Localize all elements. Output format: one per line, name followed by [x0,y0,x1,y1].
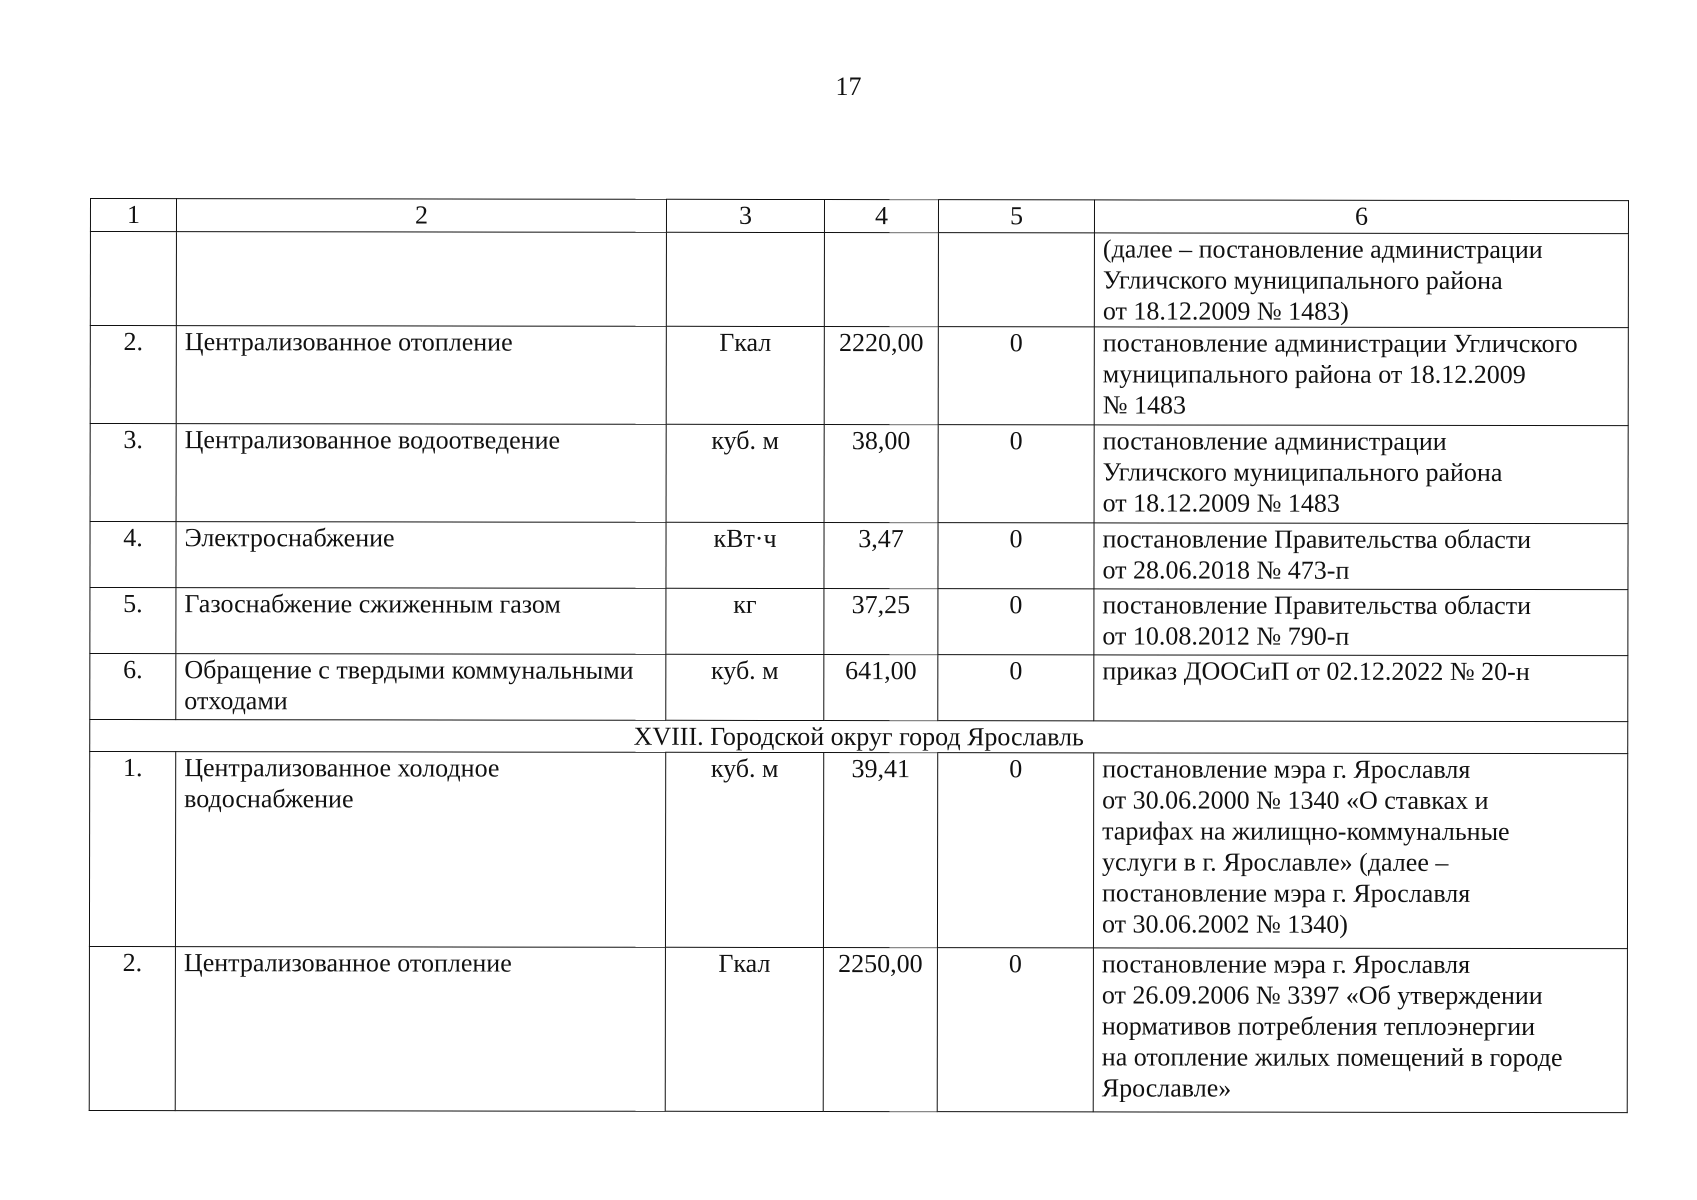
legal-basis: постановление мэра г. Ярославля от 30.06.2000 № 1340 «О ставках и тарифах на жилищно-коммунальные услуги в г. Ярославле» (далее – постановление мэра г. Ярославля от 30.06.2002 № 1340) [1093,753,1627,949]
norm-value: 39,41 [823,753,937,948]
unit-cell: куб. м [666,654,824,720]
table-row [90,326,1628,426]
row-number: 3. [90,424,176,522]
column-header: 5 [938,200,1094,233]
column-header-row [90,199,1628,234]
column-5-value: 0 [938,425,1094,523]
legal-basis: приказ ДООСиП от 02.12.2022 № 20-н [1094,655,1628,722]
unit-cell: куб. м [665,752,823,947]
column-5-value: 0 [938,523,1094,589]
row-number: 4. [90,522,176,588]
table-row [90,654,1628,722]
norm-value: 37,25 [824,589,938,655]
unit-cell: кВт·ч [666,522,824,588]
row-number: 1. [89,752,175,947]
legal-basis: (далее – постановление администрации Угличского муниципального района от 18.12.2009 № 1483) [1094,233,1628,328]
unit-cell [666,232,824,326]
norm-value: 2220,00 [824,327,938,425]
legal-basis: постановление мэра г. Ярославля от 26.09.2006 № 3397 «Об утверждении нормативов потребления теплоэнергии на отопление жилых помещений в городе Ярославле» [1093,948,1627,1113]
service-name: Газоснабжение сжиженным газом [176,588,666,655]
table-row [90,424,1628,524]
row-number [90,232,176,326]
row-number: 2. [89,946,175,1110]
column-5-value: 0 [938,327,1094,425]
column-5-value: 0 [937,753,1093,948]
column-5-value: 0 [938,655,1094,721]
row-number: 2. [90,326,176,424]
service-name: Обращение с твердыми коммунальными отходами [176,654,666,721]
table-row [90,522,1628,590]
norm-value: 38,00 [824,425,938,523]
unit-cell: Гкал [666,326,824,424]
norm-value: 2250,00 [823,948,937,1112]
legal-basis: постановление Правительства области от 10.08.2012 № 790-п [1094,589,1628,656]
unit-cell: куб. м [666,424,824,522]
column-header: 3 [666,199,824,232]
section-header-row [90,720,1628,754]
column-header: 6 [1094,200,1628,234]
service-name: Централизованное отопление [176,326,666,425]
page-number: 17 [835,72,862,101]
table-row [90,588,1628,656]
legal-basis: постановление администрации Угличского муниципального района от 18.12.2009 № 1483 [1094,425,1628,524]
norm-value [824,233,938,327]
column-5-value: 0 [937,948,1093,1112]
column-header: 1 [90,199,176,232]
norm-value: 3,47 [824,523,938,589]
column-5-value: 0 [938,589,1094,655]
service-name: Централизованное водоотведение [176,424,666,523]
unit-cell: Гкал [665,947,823,1111]
tariff-table [89,198,1629,1113]
service-name: Централизованное отопление [175,947,665,1112]
service-name [176,232,666,327]
row-number: 5. [90,588,176,654]
legal-basis: постановление администрации Угличского муниципального района от 18.12.2009 № 1483 [1094,327,1628,426]
table-row [89,946,1627,1112]
legal-basis: постановление Правительства области от 28.06.2018 № 473-п [1094,523,1628,590]
column-header: 4 [824,200,938,233]
service-name: Электроснабжение [176,522,666,589]
row-number: 6. [90,654,176,720]
norm-value: 641,00 [824,655,938,721]
column-5-value [938,233,1094,327]
table-row [90,232,1628,328]
table-row [89,752,1627,949]
column-header: 2 [176,199,666,233]
unit-cell: кг [666,588,824,654]
section-title: XVIII. Городской округ город Ярославль [90,720,1628,754]
service-name: Централизованное холодное водоснабжение [175,752,665,948]
